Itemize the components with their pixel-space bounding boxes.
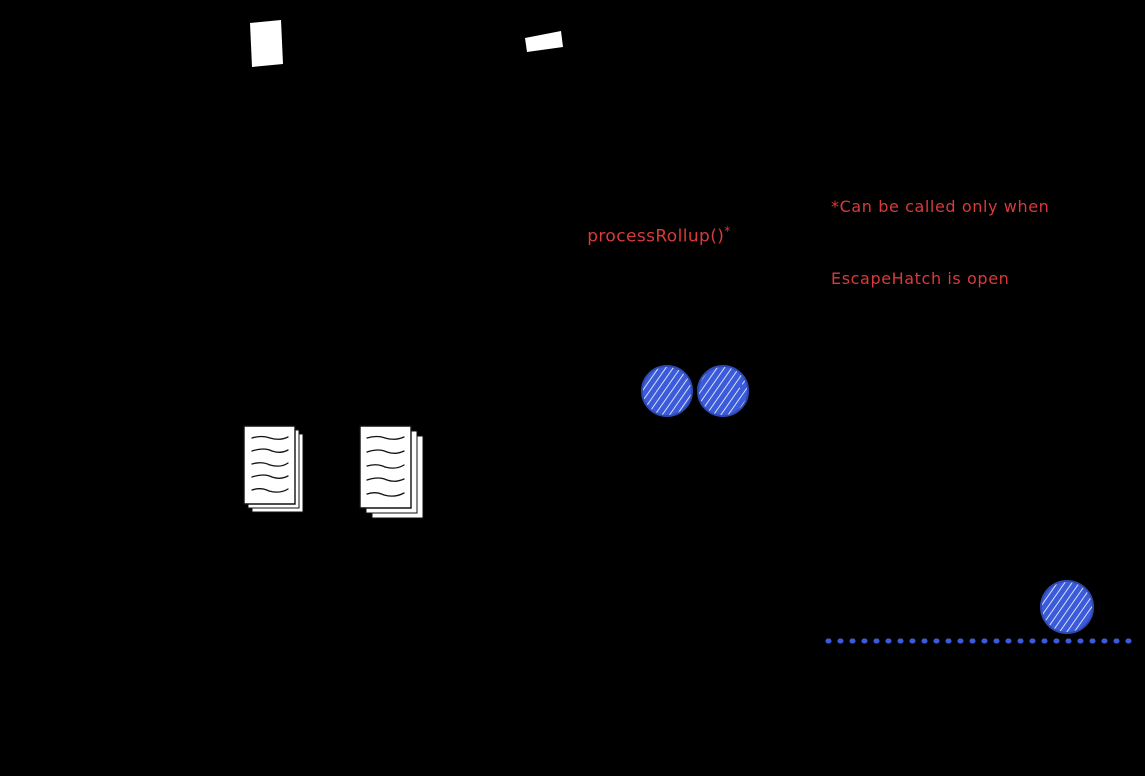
document-stack-right (360, 426, 423, 518)
hatched-circle-3 (1041, 581, 1093, 633)
escape-hatch-annotation (831, 147, 1049, 339)
sticky-note-top-center (525, 31, 563, 52)
process-rollup-label (564, 204, 731, 267)
sticky-note-top-left (250, 20, 283, 67)
process-rollup-label-star: * (724, 224, 731, 238)
document-stack-left (244, 426, 303, 512)
hatched-circle-1 (642, 366, 692, 416)
process-rollup-label-text: processRollup() (587, 226, 725, 247)
hatched-circle-2 (698, 366, 748, 416)
escape-hatch-annotation-line1: *Can be called only when (831, 197, 1050, 216)
escape-hatch-annotation-line2: EscapeHatch is open (831, 269, 1010, 288)
